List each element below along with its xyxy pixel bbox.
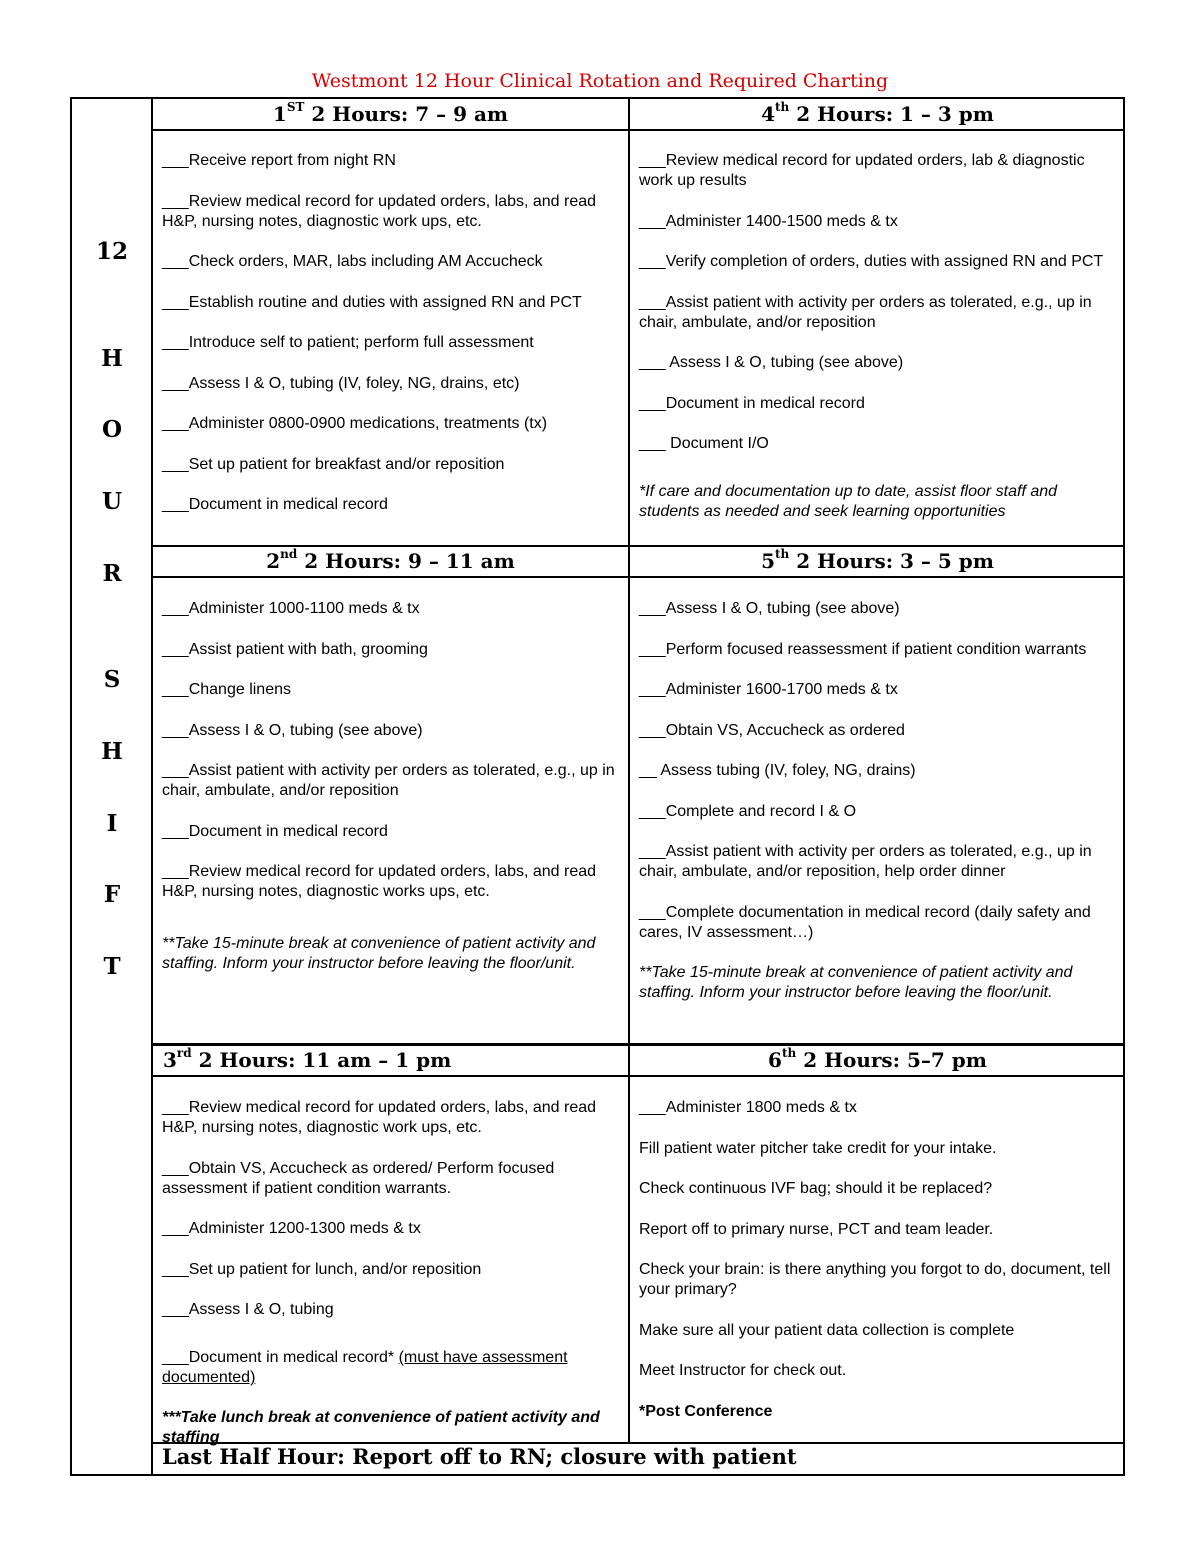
- block-6-checklist: [639, 1098, 1117, 1422]
- checklist-item: ___Administer 0800-0900 medications, treatments (tx): [162, 415, 548, 432]
- checklist-item: ___Change linens: [162, 681, 291, 698]
- checklist-item: ___Assess I & O, tubing (see above): [639, 600, 900, 617]
- checklist-item: ___Document in medical record: [162, 496, 388, 513]
- checklist-item: Fill patient water pitcher take credit for your intake.: [639, 1139, 997, 1157]
- side-label-char: O: [101, 416, 123, 443]
- checklist-item: ___Perform focused reassessment if patient condition warrants: [639, 640, 1087, 658]
- checklist-item: ___Obtain VS, Accucheck as ordered: [639, 721, 905, 739]
- block-3-header: 3rd 2 Hours: 11 am – 1 pm: [163, 1046, 452, 1072]
- block-1-header: 1ST 2 Hours: 7 – 9 am: [272, 100, 509, 126]
- checklist-item: ___Administer 1400-1500 meds & tx: [639, 212, 898, 230]
- checklist-item: ___Receive report from night RN: [162, 152, 396, 169]
- doc-item-underlined: (must have assessment documented): [162, 1349, 568, 1386]
- block-3-checklist: [162, 1098, 622, 1448]
- checklist-item: ___Administer 1800 meds & tx: [639, 1099, 857, 1116]
- block-2-checklist: [162, 599, 622, 974]
- block-6-header: 6th 2 Hours: 5–7 pm: [768, 1046, 987, 1072]
- checklist-item: ___Review medical record for updated orders, lab & diagnostic work up results: [639, 152, 1085, 189]
- checklist-item: Check your brain: is there anything you forgot to do, document, tell your primary?: [639, 1261, 1111, 1298]
- checklist-item: ___Administer 1600-1700 meds & tx: [639, 681, 898, 698]
- block-divider-2: [151, 1043, 1125, 1046]
- checklist-item: ___ Assess I & O, tubing (see above): [639, 354, 904, 371]
- block-1-checklist: [162, 151, 622, 515]
- header-divider-2: [151, 576, 1125, 578]
- side-label-char: H: [101, 345, 123, 372]
- checklist-item: ___Assess I & O, tubing (see above): [162, 721, 423, 739]
- checklist-item: ___Complete documentation in medical record (daily safety and cares, IV assessment…): [639, 903, 1091, 941]
- checklist-item: ___Complete and record I & O: [639, 802, 857, 820]
- block-5-checklist: [639, 599, 1117, 1003]
- center-column-divider: [628, 97, 630, 1443]
- checklist-item: ___Establish routine and duties with assigned RN and PCT: [162, 293, 582, 311]
- checklist-item: ___Assist patient with bath, grooming: [162, 640, 428, 658]
- side-label-char: S: [103, 666, 121, 693]
- checklist-item: [162, 1348, 622, 1388]
- checklist-item: ___Set up patient for lunch, and/or reposition: [162, 1260, 482, 1278]
- checklist-item: ___Assist patient with activity per orders as tolerated, e.g., up in chair, ambulate, and/or reposition: [162, 762, 615, 799]
- checklist-item: ___Assist patient with activity per orders as tolerated, e.g., up in chair, ambulate, and/or reposition, help order dinner: [639, 843, 1092, 880]
- side-label-char: T: [103, 953, 121, 980]
- checklist-item: ___Administer 1000-1100 meds & tx: [162, 600, 420, 617]
- checklist-item: ___Review medical record for updated orders, labs, and read H&P, nursing notes, diagnostic work ups, etc.: [162, 192, 597, 230]
- side-label-char: F: [103, 881, 121, 908]
- side-column-divider: [151, 97, 153, 1476]
- block-2-header: 2nd 2 Hours: 9 – 11 am: [266, 547, 515, 573]
- checklist-item: Meet Instructor for check out.: [639, 1362, 847, 1379]
- checklist-item: ___Document in medical record: [162, 822, 388, 840]
- header-divider-1: [151, 129, 1125, 131]
- checklist-item: ___Check orders, MAR, labs including AM Accucheck: [162, 253, 543, 270]
- block-4-checklist: [639, 151, 1117, 522]
- header-divider-3: [151, 1075, 1125, 1077]
- checklist-item: ___Assist patient with activity per orders as tolerated, e.g., up in chair, ambulate, and/or reposition: [639, 293, 1092, 331]
- side-label-char: U: [101, 488, 123, 515]
- side-label-char: 12: [95, 238, 128, 265]
- block-5-header: 5th 2 Hours: 3 – 5 pm: [761, 547, 994, 573]
- page-title: Westmont 12 Hour Clinical Rotation and Required Charting: [311, 70, 889, 92]
- block-3-lunch-note: ***Take lunch break at convenience of patient activity and staffing: [162, 1409, 600, 1446]
- checklist-item: __ Assess tubing (IV, foley, NG, drains): [639, 762, 916, 779]
- side-label-char: H: [101, 738, 123, 765]
- side-label-char: I: [106, 810, 118, 837]
- checklist-item: ___Document in medical record: [639, 394, 865, 412]
- checklist-item: ___Review medical record for updated orders, labs, and read H&P, nursing notes, diagnostic work ups, etc.: [162, 1099, 597, 1136]
- checklist-item: ___Obtain VS, Accucheck as ordered/ Perform focused assessment if patient condition warrants.: [162, 1159, 555, 1197]
- checklist-item: ___ Document I/O: [639, 435, 769, 452]
- checklist-item: ___Administer 1200-1300 meds & tx: [162, 1220, 421, 1237]
- checklist-item: ___Introduce self to patient; perform full assessment: [162, 334, 534, 351]
- checklist-item: Check continuous IVF bag; should it be replaced?: [639, 1180, 993, 1197]
- checklist-item: Report off to primary nurse, PCT and team leader.: [639, 1220, 994, 1238]
- checklist-item: ___Assess I & O, tubing: [162, 1301, 334, 1318]
- block-2-break-note: **Take 15-minute break at convenience of patient activity and staffing. Inform your instructor before leaving the floor/unit.: [162, 935, 596, 972]
- checklist-item: ___Verify completion of orders, duties with assigned RN and PCT: [639, 253, 1104, 270]
- last-half-hour-row: Last Half Hour: Report off to RN; closure with patient: [162, 1444, 797, 1469]
- block-divider-1: [151, 545, 1125, 547]
- checklist-item: ___Review medical record for updated orders, labs, and read H&P, nursing notes, diagnostic works ups, etc.: [162, 863, 597, 900]
- post-conference-note: *Post Conference: [639, 1402, 773, 1420]
- block-4-header: 4th 2 Hours: 1 – 3 pm: [761, 100, 994, 126]
- checklist-item: Make sure all your patient data collection is complete: [639, 1321, 1015, 1339]
- side-label-char: R: [102, 560, 122, 587]
- doc-item-text: ___Document in medical record*: [162, 1349, 395, 1366]
- checklist-item: ___Assess I & O, tubing (IV, foley, NG, drains, etc): [162, 374, 520, 392]
- block-5-break-note: **Take 15-minute break at convenience of patient activity and staffing. Inform your instructor before leaving the floor/unit.: [639, 964, 1073, 1001]
- checklist-item: ___Set up patient for breakfast and/or reposition: [162, 455, 505, 473]
- block-4-note: *If care and documentation up to date, assist floor staff and students as needed and seek learning opportunities: [639, 483, 1058, 520]
